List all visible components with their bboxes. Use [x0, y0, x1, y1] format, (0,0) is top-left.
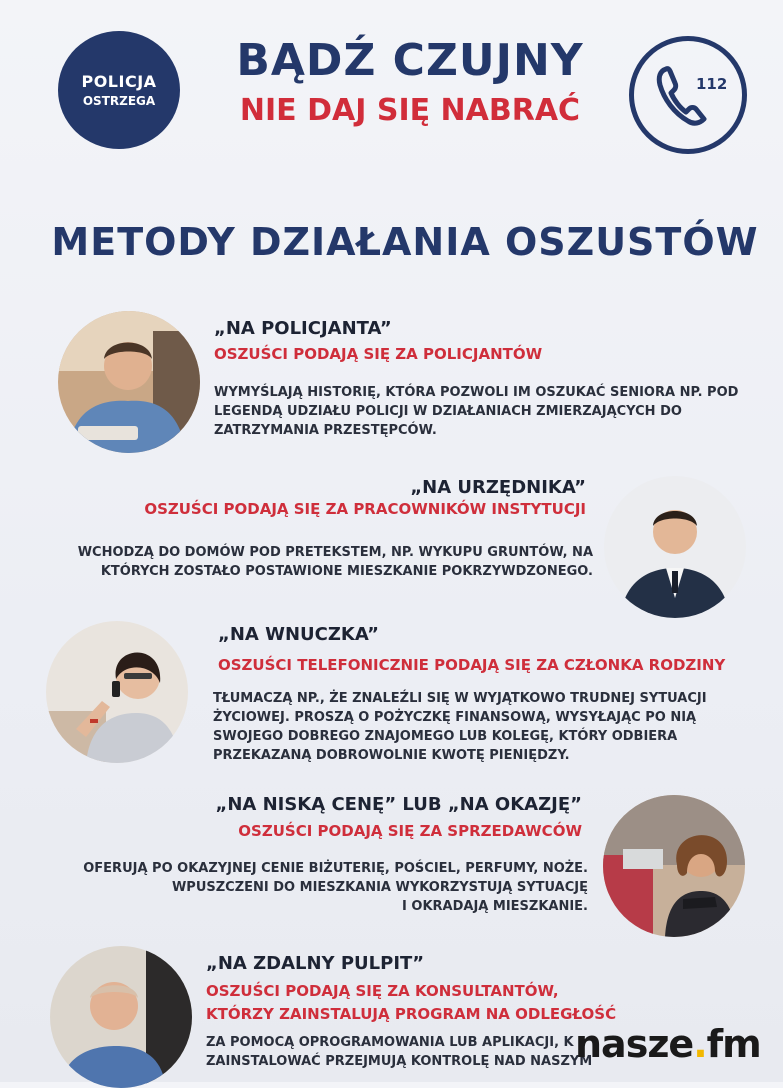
method-5-subtitle-line-1: OSZUŚCI PODAJĄ SIĘ ZA KONSULTANTÓW, [206, 982, 559, 1000]
main-subtitle: NIE DAJ SIĘ NABRAĆ [239, 93, 581, 128]
section-title: METODY DZIAŁANIA OSZUSTÓW [51, 220, 759, 264]
logo-dot: . [693, 1022, 707, 1066]
method-4-line-2: WPUSZCZENI DO MIESZKANIA WYKORZYSTUJĄ SYTUACJĘ [171, 880, 588, 895]
method-2-subtitle: OSZUŚCI PODAJĄ SIĘ ZA PRACOWNIKÓW INSTYTUCJI [144, 500, 586, 518]
method-4-subtitle: OSZUŚCI PODAJĄ SIĘ ZA SPRZEDAWCÓW [238, 822, 582, 840]
method-1-description [214, 383, 738, 440]
method-1-subtitle: OSZUŚCI PODAJĄ SIĘ ZA POLICJANTÓW [214, 345, 543, 363]
method-3-line-2: ŻYCIOWEJ. PROSZĄ O POŻYCZKĘ FINANSOWĄ, WYSYŁAJĄC PO NIĄ [213, 710, 697, 725]
method-1-line-2: LEGENDĄ UDZIAŁU POLICJI W DZIAŁANIACH ZMIERZAJĄCYCH DO [214, 404, 682, 419]
logo-part-2: fm [706, 1022, 761, 1066]
method-2-line-1: WCHODZĄ DO DOMÓW POD PRETEKSTEM, NP. WYKUPU GRUNTÓW, NA [77, 545, 593, 560]
method-2-title: „NA URZĘDNIKA” [410, 477, 586, 498]
method-3-line-3: SWOJEGO DOBREGO ZNAJOMEGO LUB KOLEGĘ, KTÓRY ODBIERA [213, 729, 678, 744]
policeman-photo [58, 311, 200, 453]
method-3-title: „NA WNUCZKA” [218, 624, 379, 645]
policja-ostrzega-badge [58, 31, 180, 149]
method-3-subtitle: OSZUŚCI TELEFONICZNIE PODAJĄ SIĘ ZA CZŁONKA RODZINY [218, 656, 726, 674]
method-5-line-2: ZAINSTALOWAĆ PRZEJMUJĄ KONTROLĘ NAD NASZYM [206, 1054, 593, 1069]
method-4-line-3: I OKRADAJĄ MIESZKANIE. [402, 899, 588, 914]
nasze-fm-logo [575, 1022, 761, 1066]
method-3-description [213, 689, 707, 765]
consultant-photo [50, 946, 192, 1088]
badge-line-1: POLICJA [81, 72, 157, 91]
method-1-title: „NA POLICJANTA” [214, 318, 392, 339]
method-4-line-1: OFERUJĄ PO OKAZYJNEJ CENIE BIŻUTERIĘ, POŚCIEL, PERFUMY, NOŻE. [83, 861, 588, 876]
method-5-description [206, 1033, 592, 1071]
method-3-line-4: PRZEKAZANĄ DOBROWOLNIE KWOTĘ PIENIĘDZY. [213, 748, 570, 763]
method-4-description [60, 859, 588, 916]
method-2-line-2: KTÓRYCH ZOSTAŁO POSTAWIONE MIESZKANIE POKRZYWDZONEGO. [100, 564, 593, 579]
badge-line-2: OSTRZEGA [82, 94, 156, 108]
method-5-line-1: ZA POMOCĄ OPROGRAMOWANIA LUB APLIKACJI, K [206, 1035, 574, 1050]
seller-photo [603, 795, 745, 937]
emergency-phone-badge [629, 36, 747, 154]
method-5-title: „NA ZDALNY PULPIT” [206, 953, 425, 974]
main-title: BĄDŹ CZUJNY [236, 35, 584, 86]
granddaughter-photo [46, 621, 188, 763]
phone-number: 112 [696, 75, 728, 93]
method-3-line-1: TŁUMACZĄ NP., ŻE ZNALEŹLI SIĘ W WYJĄTKOWO TRUDNEJ SYTUACJI [213, 691, 707, 706]
method-2-description [60, 543, 593, 581]
official-photo [604, 476, 746, 618]
method-5-subtitle-line-2: KTÓRZY ZAINSTALUJĄ PROGRAM NA ODLEGŁOŚĆ [206, 1005, 617, 1023]
method-4-title: „NA NISKĄ CENĘ” LUB „NA OKAZJĘ” [215, 794, 582, 815]
method-1-line-1: WYMYŚLAJĄ HISTORIĘ, KTÓRA POZWOLI IM OSZUKAĆ SENIORA NP. POD [214, 385, 739, 400]
method-1-line-3: ZATRZYMANIA PRZESTĘPCÓW. [214, 423, 437, 438]
logo-part-1: nasze [575, 1022, 694, 1066]
